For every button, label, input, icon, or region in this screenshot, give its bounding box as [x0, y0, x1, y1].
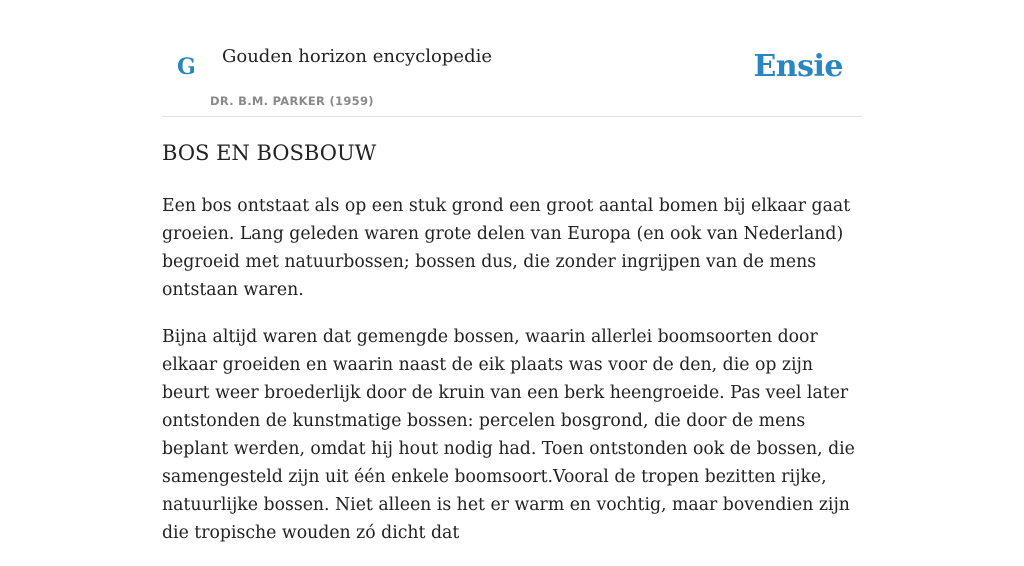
book-header — [162, 0, 862, 117]
book-letter-icon[interactable]: G — [177, 54, 196, 80]
book-author: DR. B.M. PARKER (1959) — [210, 94, 374, 108]
ensie-logo-link[interactable]: Ensie — [753, 49, 843, 84]
article-paragraph: Bijna altijd waren dat gemengde bossen, waarin allerlei boomsoorten door elkaar groeiden en waarin naast de eik plaats was voor de den, die op zijn beurt weer broederlijk door de kruin van een berk heengroeide. Pas veel later ontstonden de kunstmatige bossen: percelen bosgrond, die door de mens beplant werden, omdat hij hout nodig had. Toen ontstonden ook de bossen, die samengesteld zijn uit één enkele boomsoort.Vooral de tropen bezitten rijke, natuurlijke bossen. Niet alleen is het er warm en vochtig, maar bovendien zijn die tropische wouden zó dicht dat — [162, 327, 855, 543]
page-container — [162, 0, 862, 543]
book-title-link[interactable]: Gouden horizon encyclopedie — [222, 46, 492, 67]
article-paragraph: Een bos ontstaat als op een stuk grond een groot aantal bomen bij elkaar gaat groeien. Lang geleden waren grote delen van Europa (en ook van Nederland) begroeid met natuurbossen; bossen dus, die zonder ingrijpen van de mens ontstaan waren. — [162, 196, 851, 300]
article-body — [162, 192, 862, 566]
article-title: BOS EN BOSBOUW — [162, 141, 377, 165]
